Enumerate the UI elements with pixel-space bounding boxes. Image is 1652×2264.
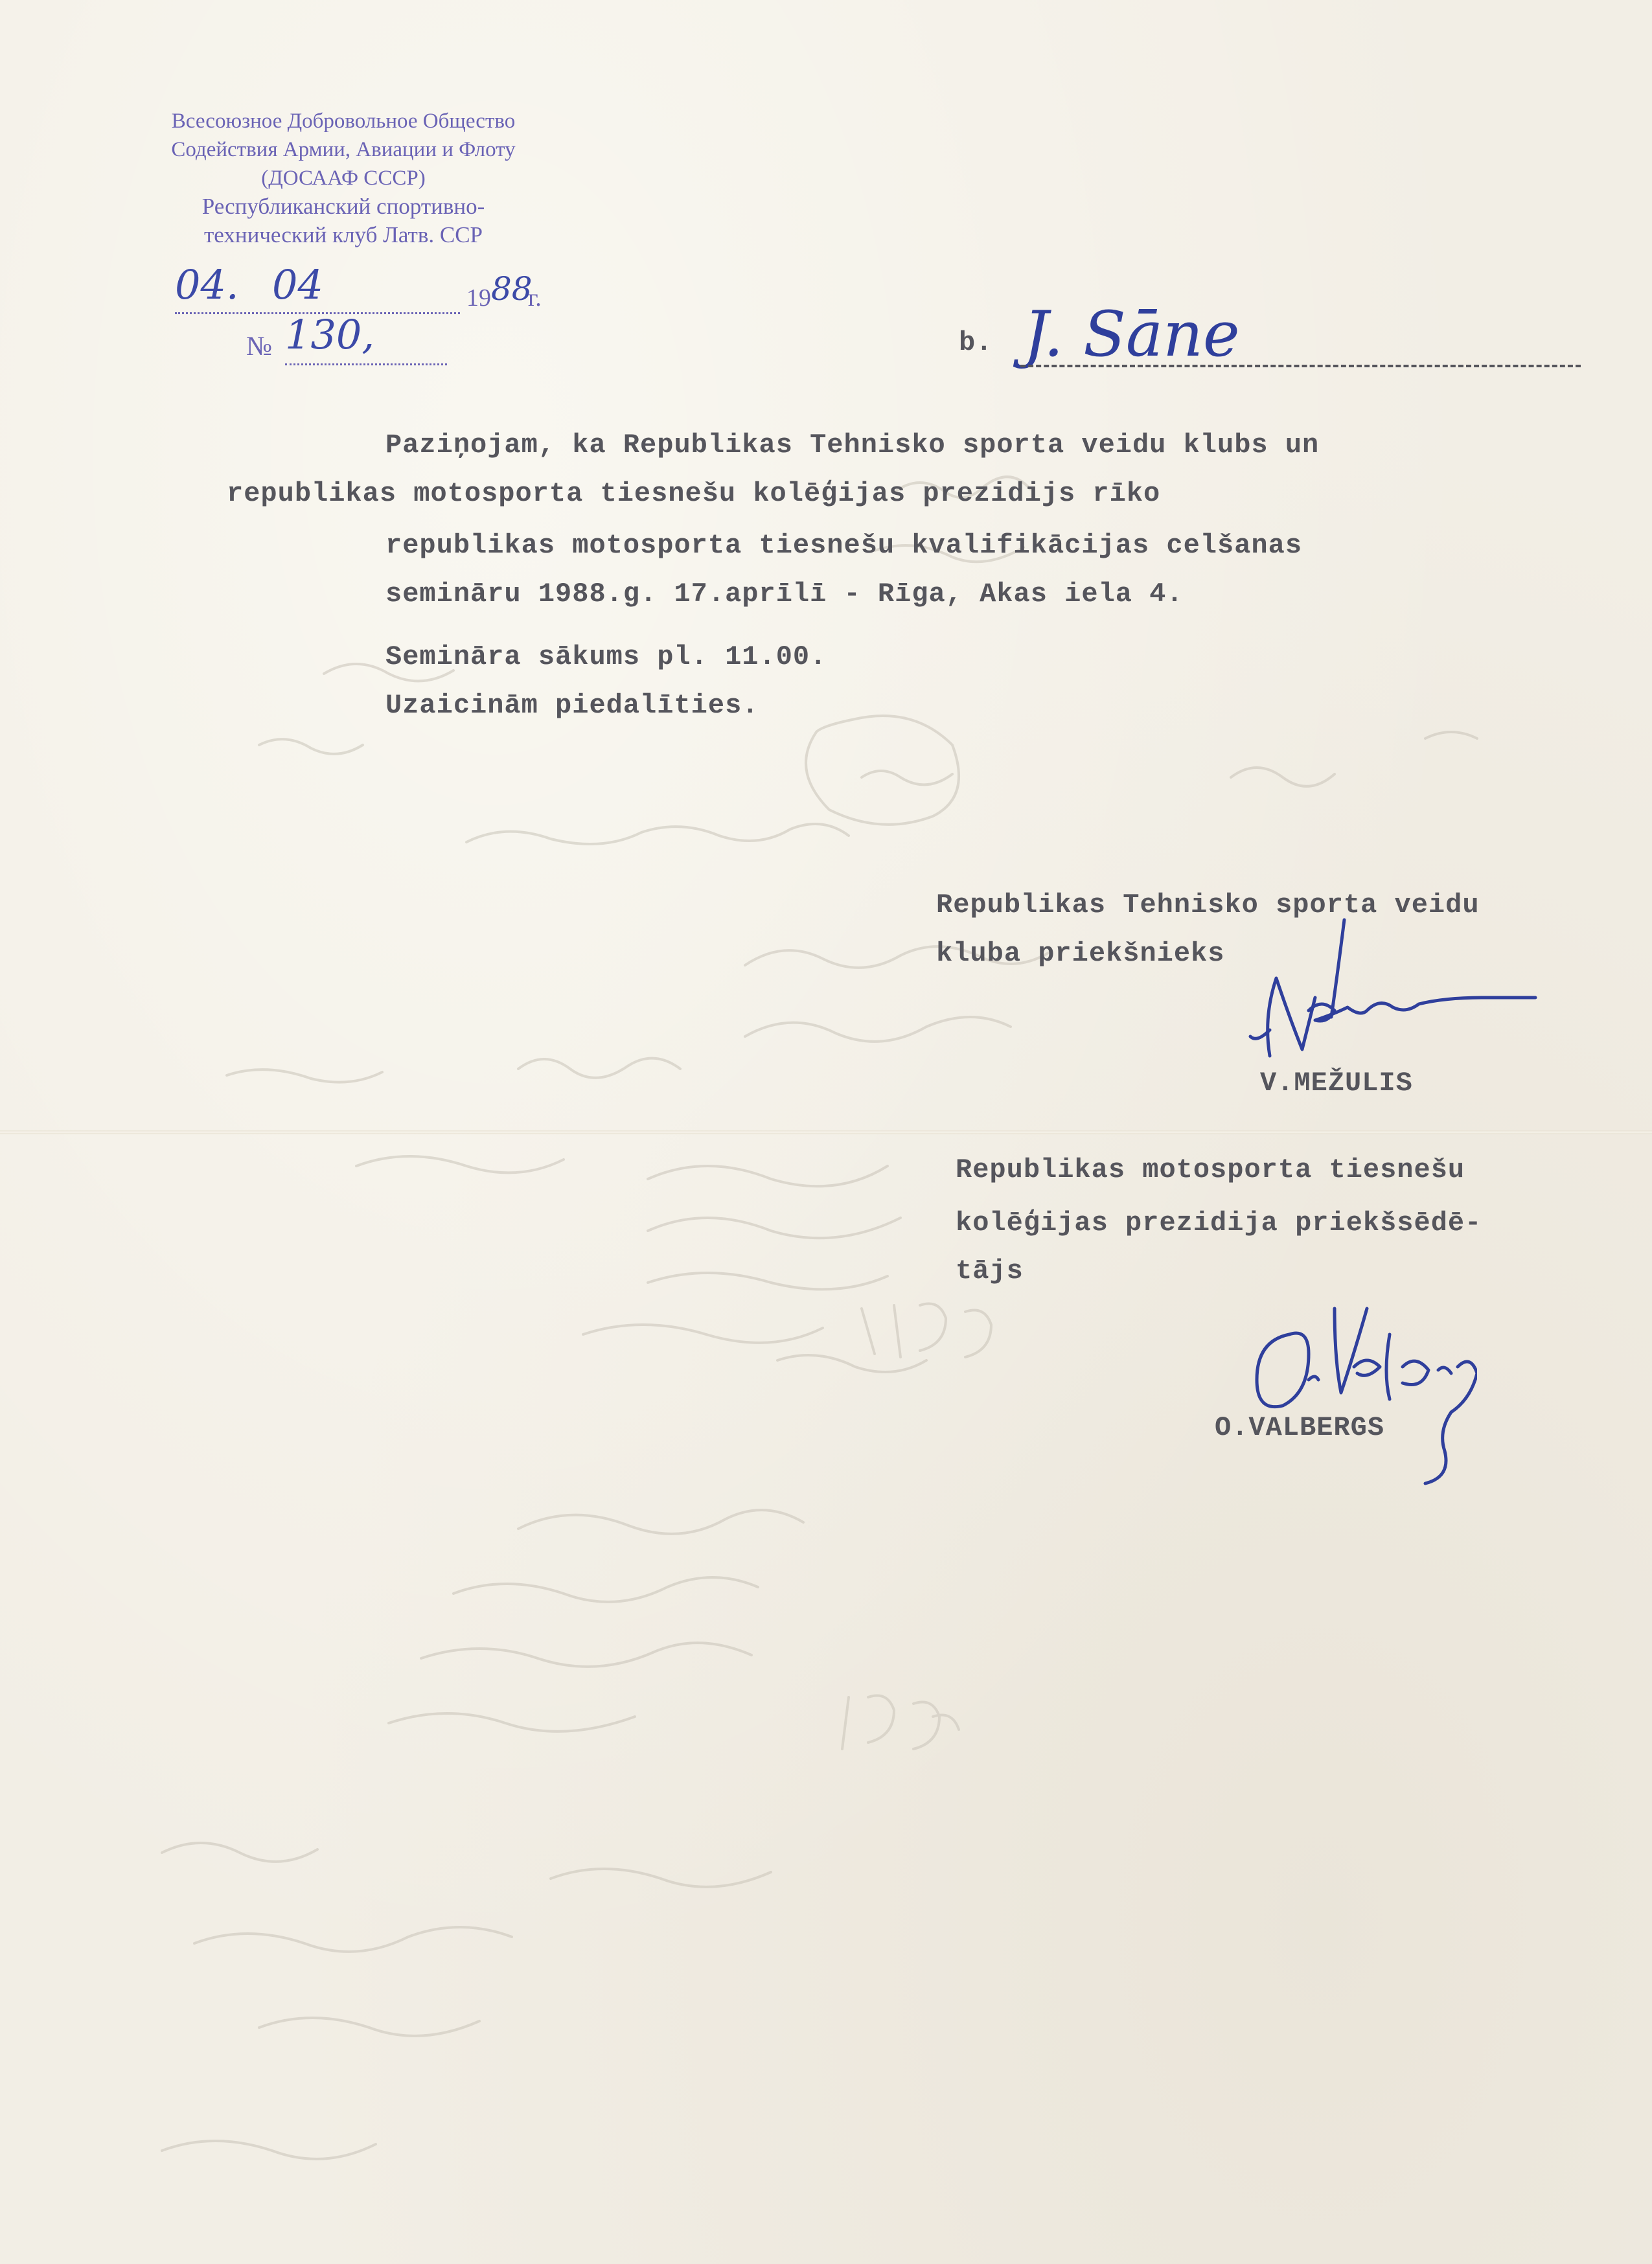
signatory2-name: O.VALBERGS bbox=[1215, 1412, 1385, 1443]
number-prefix: № bbox=[246, 332, 273, 361]
body-line: Paziņojam, ka Republikas Tehnisko sporta veidu klubs un bbox=[385, 429, 1320, 461]
signature-valbergs bbox=[1244, 1296, 1477, 1490]
year-prefix: 19 bbox=[466, 284, 491, 312]
year-suffix: г. bbox=[528, 284, 542, 312]
year-handwritten: 88 bbox=[491, 270, 533, 308]
addressee bbox=[959, 298, 1581, 372]
date-month: 04 bbox=[272, 261, 323, 308]
date-day: 04. bbox=[175, 261, 239, 308]
body-line: semināru 1988.g. 17.aprīlī - Rīga, Akas iela 4. bbox=[385, 578, 1184, 610]
signatory2-title: kolēģijas prezidija priekšsēdē- bbox=[956, 1207, 1482, 1239]
body-line: Semināra sākums pl. 11.00. bbox=[385, 641, 827, 672]
stamp-line: Содействия Армии, Авиации и Флоту bbox=[171, 138, 516, 161]
stamp-line: (ДОСААФ СССР) bbox=[261, 166, 426, 190]
stamp-line: Республиканский спортивно- bbox=[201, 194, 485, 219]
signatory2-title: tājs bbox=[956, 1255, 1024, 1286]
stamp-line: Всесоюзное Добровольное Общество bbox=[171, 109, 516, 133]
outgoing-number: 130, bbox=[285, 311, 375, 358]
addressee-underline bbox=[1020, 365, 1581, 367]
body-line: republikas motosporta tiesnešu kolēģijas prezidijs rīko bbox=[227, 478, 1161, 509]
signatory1-title: Republikas Tehnisko sporta veidu bbox=[936, 889, 1480, 920]
number-underline bbox=[285, 363, 447, 365]
dosaaf-stamp bbox=[136, 107, 551, 361]
signature-mezulis bbox=[1231, 907, 1568, 1075]
signatory1-name: V.MEŽULIS bbox=[1260, 1068, 1413, 1099]
signatory1-title: kluba priekšnieks bbox=[936, 938, 1225, 969]
addressee-name: J. Sāne bbox=[1024, 298, 1240, 371]
body-line: Uzaicinām piedalīties. bbox=[385, 690, 759, 721]
addressee-prefix: b. bbox=[959, 327, 993, 358]
body-line: republikas motosporta tiesnešu kvalifikācijas celšanas bbox=[385, 530, 1303, 561]
signatory2-title: Republikas motosporta tiesnešu bbox=[956, 1154, 1465, 1185]
stamp-number bbox=[246, 311, 583, 366]
stamp-line: технический клуб Латв. ССР bbox=[204, 222, 483, 247]
